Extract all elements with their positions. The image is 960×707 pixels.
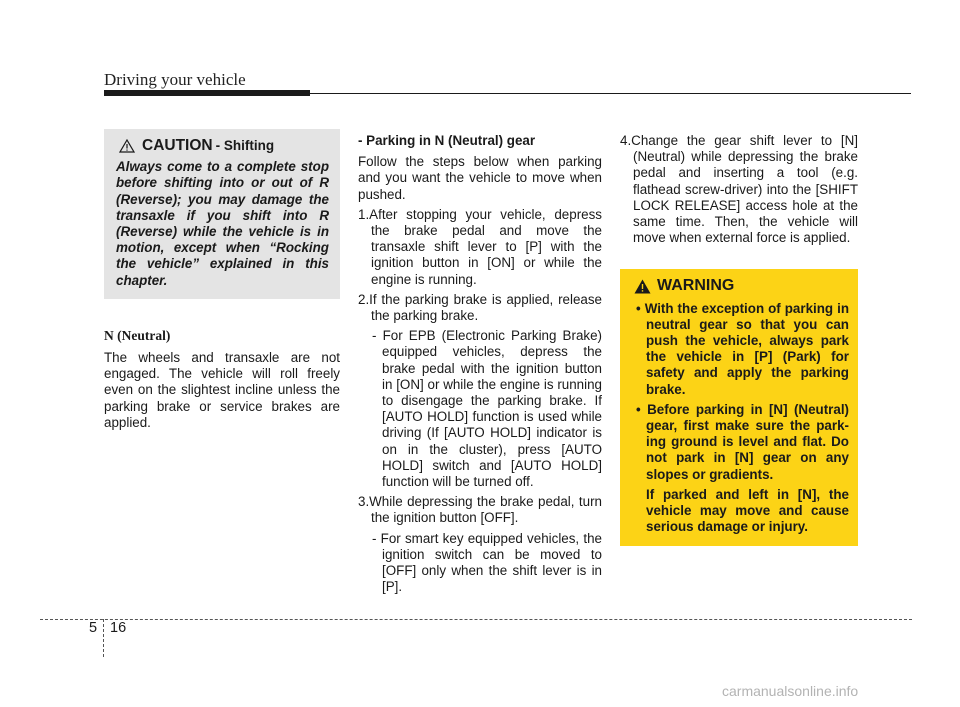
footer-rule xyxy=(40,619,912,620)
parking-neutral-heading: - Parking in N (Neutral) gear xyxy=(358,133,536,148)
warning-box xyxy=(620,269,858,546)
parking-step-2-epb-note: - For EPB (Electronic Parking Brake) equipped vehicles, depress the brake pedal with the ignition button in [ON] or while the engine is running to disengage the parking brake. If [AUTO HOLD] function is used while driving (If [AUTO HOLD] indicator is on in the cluster), press [AUTO HOLD] switch and [AUTO HOLD] function will be turned off. xyxy=(372,328,602,490)
column-middle xyxy=(358,133,602,599)
neutral-text: The wheels and transaxle are not engaged. The vehicle will roll freely even on the slightest incline unless the parking brake or service brakes are applied. xyxy=(104,350,340,430)
warning-bullet-1: • With the exception of parking in neutral gear so that you can push the vehicle, always park the vehicle in [P] (Park) for safety and apply the parking brake. xyxy=(636,300,849,397)
parking-step-3: 3.While depressing the brake pedal, turn the ignition button [OFF]. xyxy=(358,494,602,526)
warning-label: WARNING xyxy=(657,277,735,295)
page-header-title: Driving your vehicle xyxy=(104,70,246,89)
warning-bullet-2-continuation: If parked and left in [N], the vehicle may move and cause serious damage or injury. xyxy=(646,486,849,535)
warning-header xyxy=(631,278,849,294)
parking-step-2: 2.If the parking brake is applied, release the parking brake. xyxy=(358,291,602,324)
parking-step-1: 1.After stopping your vehicle, depress the brake pedal and move the transaxle shift lever to [P] with the ignition button in [ON] or while the engine is running. xyxy=(358,206,602,287)
header-rule-thin xyxy=(310,93,911,94)
page-number: 16 xyxy=(110,620,127,636)
caution-header xyxy=(116,138,329,154)
caution-text: Always come to a complete stop before shifting into or out of R (Reverse); you may damage the transaxle if you shift into R (Reverse) while the vehicle is in motion, except when “Rocking the vehicle” explained in this chapter. xyxy=(116,159,329,288)
warning-bullet-2: • Before parking in [N] (Neutral) gear, first make sure the park-ing ground is level and flat. Do not park in [N] gear on any slopes or gradients. xyxy=(636,401,849,482)
column-left xyxy=(104,129,340,431)
parking-step-3-smart-key-note: - For smart key equipped vehicles, the ignition switch can be moved to [OFF] only when the shift lever is in [P]. xyxy=(372,530,602,595)
watermark: carmanualsonline.info xyxy=(722,683,859,699)
parking-intro: Follow the steps below when parking and you want the vehicle to move when pushed. xyxy=(358,154,602,202)
footer-divider xyxy=(103,619,104,657)
warning-bullet-2-text: Before parking in [N] (Neutral) gear, first make sure the park-ing ground is level and flat. Do not park in [N] gear on any slopes or gradients. xyxy=(646,401,849,482)
caution-box xyxy=(104,129,340,299)
column-right xyxy=(620,133,858,546)
warning-bullet-1-text: With the exception of parking in neutral gear so that you can push the vehicle, always park the vehicle in [P] (Park) for safety and apply the parking brake. xyxy=(644,300,849,397)
header-rule-thick xyxy=(104,90,310,96)
caution-triangle-icon xyxy=(119,139,135,153)
chapter-number: 5 xyxy=(89,620,98,636)
neutral-heading: N (Neutral) xyxy=(104,327,171,343)
caution-subtitle: - Shifting xyxy=(215,138,275,153)
parking-step-4: 4.Change the gear shift lever to [N] (Neutral) while depressing the brake pedal and inserting a tool (e.g. flathead screw-driver) into the [SHIFT LOCK RELEASE] access hole at the same time. Then, the vehicle will move when external force is applied. xyxy=(620,133,858,246)
warning-triangle-icon xyxy=(634,279,651,294)
caution-label: CAUTION xyxy=(142,137,213,154)
